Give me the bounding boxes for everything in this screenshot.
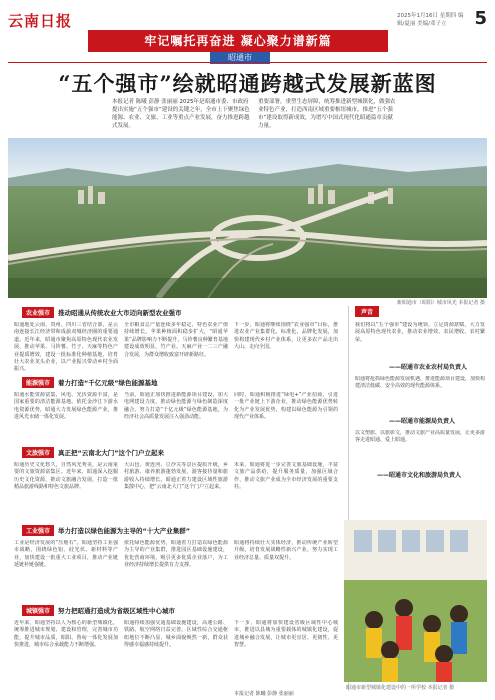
section-header-tourism [22, 446, 164, 458]
article-column: 当前，昭通正加快推进新能源项目建设，加大电网建设力度，推动绿色能源与绿色制造深度融合，努力打造“千亿元级”绿色能源基地，为经济社会高质量发展注入强劲动能。 [124, 392, 228, 421]
section-header-industry [22, 524, 190, 536]
article-column: 依托绿色能源优势，昭通着力打造以绿色能源为主导的产业集群，推进园区基础设施建设，优化营商环境，吸引更多优质企业落户，为工业经济持续增长提供有力支撑。 [124, 540, 228, 569]
article-column: 近年来，昭通坚持以人为核心的新型城镇化，统筹推进城市规划、建设和管理，完善城市功能，提升城市品质，昭阳、鲁甸一体化发展加快推进，城市综合承载能力不断增强。 [14, 620, 118, 649]
section-title: 真正把“云南北大门”这个门户立起来 [58, 448, 165, 457]
article-column: 全市粮食总产量连续多年稳定，特色农业产值持续增长。苹果种植面积稳步扩大，“昭通苹果”品牌影响力不断提升，马铃薯良种繁育基地建设成效明显，竹产业、天麻产业一二三产融合发展，为群众增收致富开辟新路径。 [124, 322, 228, 358]
section-title: 努力把昭通打造成为省级区域性中心城市 [58, 606, 176, 615]
sidebar-item-title: ——昭通市农业农村局负责人 [389, 364, 468, 371]
article-column: 未来，昭通将进一步完善文旅基础设施，丰富文旅产品供给，提升服务质量，加强区域合作，推动文旅产业成为全市经济发展的重要支柱。 [234, 462, 338, 491]
sidebar-item-title: ——昭通市能源局负责人 [389, 418, 456, 425]
article-column: 大山包、黄连河、豆沙关等景区提质升级，乡村旅游、康养旅游蓬勃发展，游客接待量和旅游收入持续增长。昭通正着力建设区域性旅游集散中心，把“云南北大门”这个门户立起来。 [124, 462, 228, 491]
newspaper-logo: 云南日报 [8, 12, 73, 30]
main-photo [8, 138, 487, 298]
page-banner: 牢记嘱托再奋进 凝心聚力谱新篇 [88, 30, 388, 52]
masthead-rule [8, 62, 487, 63]
sidebar-tag: 声音 [355, 306, 379, 317]
lead-right: 重要部署，重塑生态屏障，统筹推进新型城镇化，做强农业特色产业，打造西南区域重要枢纽城市，推进“五个强市”建设取得新成效，为谱写中国式现代化昭通篇章贡献力量。 [258, 99, 396, 129]
sidebar-item-text: 昭通将抢抓绿色能源发展机遇，推进能源项目建设，加快构建清洁低碳、安全高效的现代能源体系。 [355, 376, 485, 390]
article-column: 昭通地处云南、贵州、四川三省结合部，是云南连接长江经济带和成渝双城经济圈的重要通道。近年来，昭通市聚焦高原特色现代农业发展，推动苹果、马铃薯、竹子、天麻等特色产业提质增效，建设一批标准化种植基地，培育壮大农业龙头企业，以产业振兴带动乡村全面振兴。 [14, 322, 118, 372]
section-header-urban [22, 604, 175, 616]
section-title: 推动昭通从传统农业大市迈向新型农业强市 [58, 308, 182, 317]
sidebar-item-text: 我们将以“五个强市”建设为统领，立足资源禀赋，大力发展高原特色现代农业，推动农业增效、农民增收、农村繁荣。 [355, 322, 485, 343]
article-column: 同时，昭通积极推进“绿电+”产业招商，引进一批产业链上下游企业，推动绿色能源优势转化为产业发展优势，构建以绿色能源为引领的现代产业体系。 [234, 392, 338, 421]
section-header-energy [22, 376, 158, 388]
sidebar-item-text: 以文塑旅、以旅彰文，推动文旅产业高质量发展，让更多游客走进昭通、爱上昭通。 [355, 430, 485, 444]
school-photo [344, 520, 487, 682]
section-title: 着力打造“千亿元级”绿色能源基地 [58, 378, 158, 387]
section-header-agriculture [22, 306, 182, 318]
section-tag: 能源强市 [22, 377, 54, 388]
byline: 本报记者 陈曦 彭静 张丽丽 [234, 691, 294, 697]
date-info: 2025年1月16日 星期四 编辑/夏丽 美编/邓子立 [397, 13, 464, 27]
section-tag: 工业强市 [22, 525, 54, 536]
article-column: 下一步，昭通将加快建设省级区域性中心城市，推进以县城为重要载体的城镇化建设，促进城乡融合发展，让城市更宜居、更韧性、更智慧。 [234, 620, 338, 649]
article-column: 昭通持续加强交通基础设施建设，高速公路、铁路、航空网络日益完善，区域性综合交通枢纽地位不断凸显，城乡面貌焕然一新，群众获得感幸福感持续提升。 [124, 620, 228, 649]
aerial-city-image [8, 138, 487, 298]
article-column: 昭通水能资源富集，风电、光伏资源丰富，是国家重要的清洁能源基地。依托金沙江下游水电资源优势，昭通大力发展绿色能源产业，推进风光水储一体化发展。 [14, 392, 118, 421]
page-banner-sub: 昭通市 [210, 52, 270, 64]
section-tag: 农业强市 [22, 307, 54, 318]
section-tag: 文旅强市 [22, 447, 54, 458]
masthead [0, 0, 495, 62]
lead-left: 本报记者 陈曦 彭静 张丽丽 2025年是昭通市委、市政府提出实施“五个强市”建设的关键之年，全市上下聚焦绿色能源、农业、文旅、工业等重点产业发展，奋力推进跨越式发展。 [112, 99, 250, 129]
article-column: 昭通将持续壮大实体经济，推动传统产业转型升级，培育发展战略性新兴产业，努力实现工业经济总量、质量双提升。 [234, 540, 338, 561]
article-column: 昭通历史文化悠久，自然风光秀美，是云南重要的文旅资源富集区。近年来，昭通深入挖掘历史文化资源，推动文旅融合发展，打造一批精品旅游线路和特色文旅品牌。 [14, 462, 118, 491]
page-headline: “五个强市”绘就昭通跨越式发展新蓝图 [58, 71, 437, 96]
article-column: 工业是经济发展的“压舱石”。昭通坚持工业强市战略，围绕绿色铝、硅光伏、新材料等产业，加快建设一批重大工业项目，推动产业链延链补链强链。 [14, 540, 118, 569]
photo-caption: 新昭通市（昭阳）城市风光 本报记者 摄 [396, 300, 485, 306]
sidebar-photo-caption: 昭通市新型城镇化建设中的一所学校 本报记者 摄 [346, 685, 455, 691]
children-image [344, 520, 487, 682]
section-tag: 城镇强市 [22, 605, 54, 616]
section-title: 举力打造以绿色能源为主导的“十大产业集群” [58, 526, 191, 535]
article-column: 下一步，昭通将继续围绕“农业强市”目标，推进农业产业集群化、标准化、品牌化发展，加快构建现代乡村产业体系，让更多农产品走出大山、走向全国。 [234, 322, 338, 351]
sidebar-item-title: ——昭通市文化和旅游局负责人 [377, 472, 462, 479]
page-number: 5 [474, 8, 487, 29]
